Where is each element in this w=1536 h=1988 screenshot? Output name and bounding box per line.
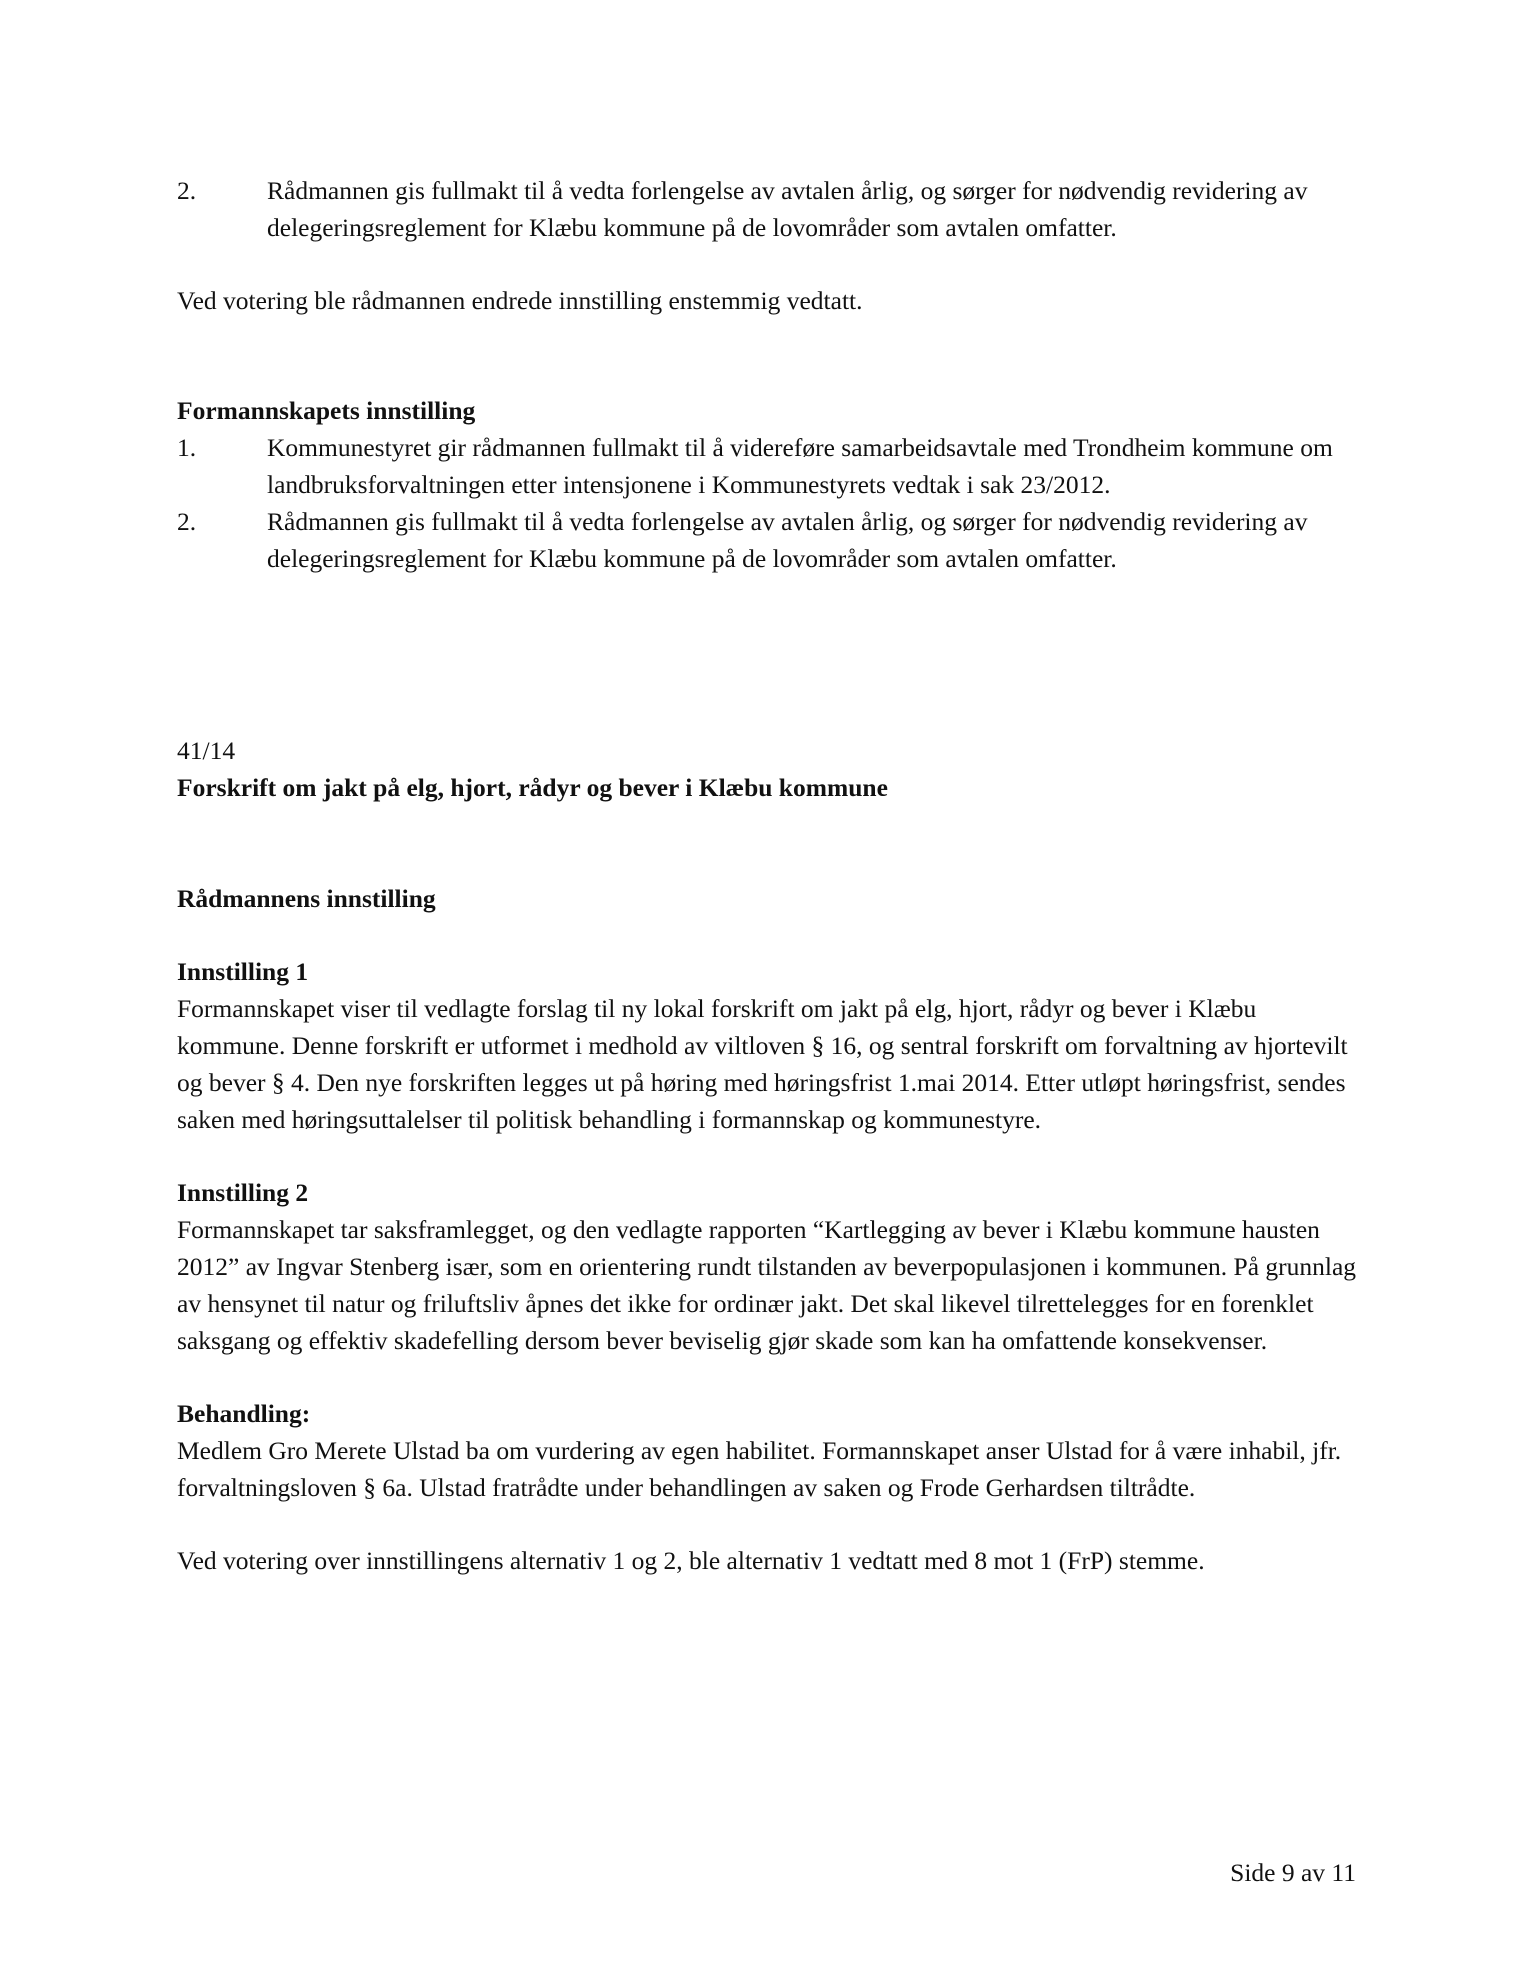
case-title: Forskrift om jakt på elg, hjort, rådyr og bever i Klæbu kommune	[177, 773, 888, 802]
formannskapet-heading: Formannskapets innstilling	[177, 396, 476, 425]
list-item	[177, 503, 1357, 577]
list-text: Rådmannen gis fullmakt til å vedta forlengelse av avtalen årlig, og sørger for nødvendig revidering av delegeringsreglement for Klæbu kommune på de lovområder som avtalen omfatter.	[267, 507, 1308, 573]
list-text: Rådmannen gis fullmakt til å vedta forlengelse av avtalen årlig, og sørger for nødvendig revidering av delegeringsreglement for Klæbu kommune på de lovområder som avtalen omfatter.	[267, 176, 1308, 242]
radmannen-heading: Rådmannens innstilling	[177, 884, 436, 913]
innstilling2-text: Formannskapet tar saksframlegget, og den vedlagte rapporten “Kartlegging av bever i Klæbu kommune hausten 2012” av Ingvar Stenberg især, som en orientering rundt tilstanden av beverpopulasjonen i kommunen. På grunnlag av hensynet til natur og friluftsliv åpnes det ikke for ordinær jakt. Det skal likevel tilrettelegges for en forenklet saksgang og effektiv skadefelling dersom bever beviselig gjør skade som kan ha omfattende konsekvenser.	[177, 1215, 1357, 1355]
list-number: 1.	[177, 433, 197, 462]
vote-result: Ved votering over innstillingens alternativ 1 og 2, ble alternativ 1 vedtatt med 8 mot 1 (FrP) stemme.	[177, 1546, 1205, 1575]
behandling-text: Medlem Gro Merete Ulstad ba om vurdering av egen habilitet. Formannskapet anser Ulstad for å være inhabil, jfr. forvaltningsloven § 6a. Ulstad fratrådte under behandlingen av saken og Frode Gerhardsen tiltrådte.	[177, 1436, 1342, 1502]
vote-result: Ved votering ble rådmannen endrede innstilling enstemmig vedtatt.	[177, 286, 863, 315]
list-item	[177, 172, 1357, 246]
innstilling1-text: Formannskapet viser til vedlagte forslag til ny lokal forskrift om jakt på elg, hjort, rådyr og bever i Klæbu kommune. Denne forskrift er utformet i medhold av viltloven § 16, og sentral forskrift om forvaltning av hjortevilt og bever § 4. Den nye forskriften legges ut på høring med høringsfrist 1.mai 2014. Etter utløpt høringsfrist, sendes saken med høringsuttalelser til politisk behandling i formannskap og kommunestyre.	[177, 994, 1348, 1134]
list-number: 2.	[177, 176, 197, 205]
page-number: Side 9 av 11	[1230, 1858, 1356, 1887]
page-content	[177, 172, 1357, 1579]
case-number: 41/14	[177, 736, 236, 765]
list-number: 2.	[177, 507, 197, 536]
list-text: Kommunestyret gir rådmannen fullmakt til å videreføre samarbeidsavtale med Trondheim kommune om landbruksforvaltningen etter intensjonene i Kommunestyrets vedtak i sak 23/2012.	[267, 433, 1333, 499]
innstilling1-heading: Innstilling 1	[177, 957, 309, 986]
innstilling2-heading: Innstilling 2	[177, 1178, 309, 1207]
behandling-heading: Behandling:	[177, 1399, 311, 1428]
list-item	[177, 429, 1357, 503]
